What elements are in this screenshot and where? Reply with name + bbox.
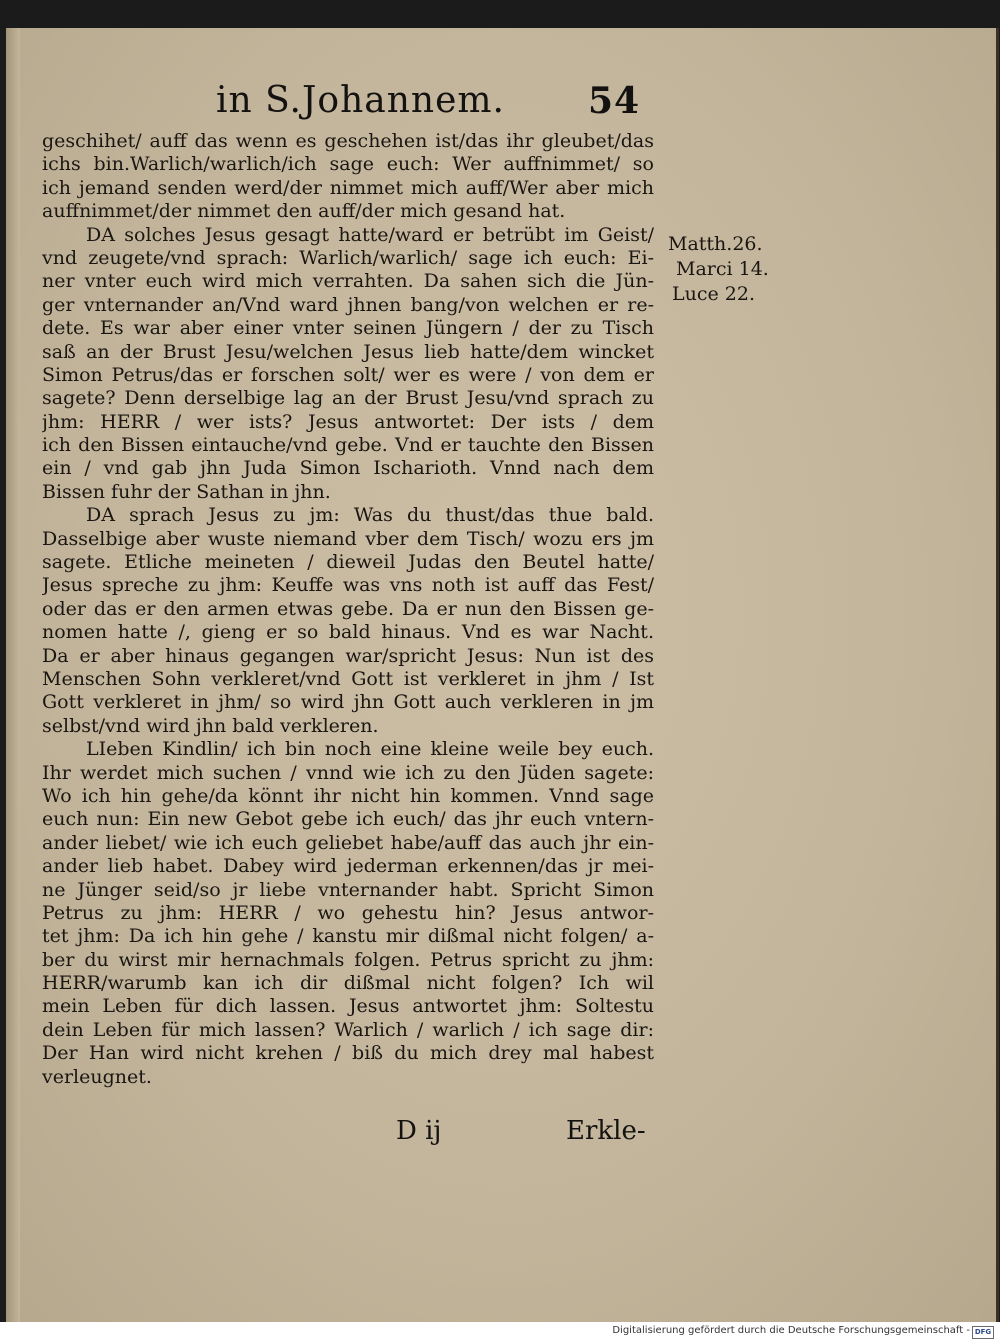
text-line: verleugnet. bbox=[42, 1065, 152, 1088]
text-line: dein Leben für mich lassen? Warlich / warlich / ich sage dir: bbox=[42, 1018, 654, 1041]
text-line: ander lieb habet. Dabey wird jederman erkennen/das jr mei- bbox=[42, 855, 654, 878]
catchword: Erkle- bbox=[566, 1116, 646, 1146]
text-line: mein Leben für dich lassen. Jesus antwortet jhm: Soltestu bbox=[42, 995, 654, 1018]
page-number: 54 bbox=[588, 80, 641, 122]
text-line: euch nun: Ein new Gebot gebe ich euch/ das jhr euch vntern- bbox=[42, 808, 654, 831]
text-line: Wo ich hin gehe/da könnt ihr nicht hin kommen. Vnnd sage bbox=[42, 784, 654, 807]
text-line: ich jemand senden werd/der nimmet mich auff/Wer aber mich bbox=[42, 176, 654, 199]
text-line: Menschen Sohn verkleret/vnd Gott ist verkleret in jhm / Ist bbox=[42, 667, 654, 690]
running-head-title: in S.Johannem. bbox=[216, 80, 505, 121]
text-line: DA solches Jesus gesagt hatte/ward er betrübt im Geist/ bbox=[86, 223, 654, 246]
text-line: Petrus zu jhm: HERR / wo gehestu hin? Jesus antwor- bbox=[42, 901, 654, 924]
text-line: oder das er den armen etwas gebe. Da er nun den Bissen ge- bbox=[42, 597, 654, 620]
dfg-logo-icon: DFG bbox=[972, 1326, 994, 1339]
text-line: auffnimmet/der nimmet den auff/der mich gesand hat. bbox=[42, 200, 566, 223]
text-line: Bissen fuhr der Sathan in jhn. bbox=[42, 480, 331, 503]
text-line: sagete. Etliche meineten / dieweil Judas den Beutel hatte/ bbox=[42, 551, 654, 574]
body-text bbox=[42, 130, 654, 1089]
text-line: sagete? Denn derselbige lag an der Brust Jesu/vnd sprach zu bbox=[42, 387, 654, 410]
text-line: Der Han wird nicht krehen / biß du mich drey mal habest bbox=[42, 1042, 654, 1065]
text-line: vnd zeugete/vnd sprach: Warlich/warlich/ sage ich euch: Ei- bbox=[42, 246, 654, 269]
text-line: geschihet/ auff das wenn es geschehen ist/das ihr gleubet/das bbox=[42, 130, 654, 152]
text-line: LIeben Kindlin/ ich bin noch eine kleine weile bey euch. bbox=[86, 738, 654, 761]
marginal-notes bbox=[668, 232, 798, 307]
text-line: selbst/vnd wird jhn bald verkleren. bbox=[42, 714, 379, 737]
text-line: Simon Petrus/das er forschen solt/ wer es were / von dem er bbox=[42, 363, 654, 386]
text-line: Jesus spreche zu jhm: Keuffe was vns noth ist auff das Fest/ bbox=[42, 574, 654, 597]
text-line: ber du wirst mir hernachmals folgen. Petrus spricht zu jhm: bbox=[42, 948, 654, 971]
marginal-note: Luce 22. bbox=[672, 283, 755, 305]
marginal-note: Matth.26. bbox=[668, 233, 763, 255]
page-gutter-shadow bbox=[6, 28, 20, 1322]
text-line: Dasselbige aber wuste niemand vber dem Tisch/ wozu ers jm bbox=[42, 527, 654, 550]
text-line: saß an der Brust Jesu/welchen Jesus lieb hatte/dem wincket bbox=[42, 340, 654, 363]
text-line: ger vnternander an/Vnd ward jhnen bang/von welchen er re- bbox=[42, 293, 654, 316]
text-line: jhm: HERR / wer ists? Jesus antwortet: Der ists / dem bbox=[42, 410, 654, 433]
text-line: Ihr werdet mich suchen / vnnd wie ich zu den Jüden sagete: bbox=[42, 761, 654, 784]
marginal-note: Marci 14. bbox=[676, 258, 769, 280]
signature-mark: D ij bbox=[396, 1116, 442, 1146]
text-line: Da er aber hinaus gegangen war/spricht Jesus: Nun ist des bbox=[42, 644, 654, 667]
funding-credit: Digitalisierung gefördert durch die Deutsche Forschungsgemeinschaft - bbox=[612, 1325, 970, 1336]
text-line: nomen hatte /, gieng er so bald hinaus. Vnd es war Nacht. bbox=[42, 621, 654, 644]
text-line: ich den Bissen eintauche/vnd gebe. Vnd er tauchte den Bissen bbox=[42, 434, 654, 457]
text-line: ein / vnd gab jhn Juda Simon Ischarioth. Vnnd nach dem bbox=[42, 457, 654, 480]
text-line: ichs bin.Warlich/warlich/ich sage euch: Wer auffnimmet/ so bbox=[42, 153, 654, 176]
text-line: tet jhm: Da ich hin gehe / kanstu mir dißmal nicht folgen/ a- bbox=[42, 925, 654, 948]
text-line: ner vnter euch wird mich verrahten. Da sahen sich die Jün- bbox=[42, 270, 654, 293]
text-line: ander liebet/ wie ich euch geliebet habe/auff das auch jhr ein- bbox=[42, 831, 654, 854]
text-line: DA sprach Jesus zu jm: Was du thust/das thue bald. bbox=[86, 504, 654, 527]
text-line: Gott verkleret in jhm/ so wird jhn Gott auch verkleren in jm bbox=[42, 691, 654, 714]
text-line: HERR/warumb kan ich dir dißmal nicht folgen? Ich wil bbox=[42, 972, 654, 995]
text-line: ne Jünger seid/so jr liebe vnternander habt. Spricht Simon bbox=[42, 878, 654, 901]
text-line: dete. Es war aber einer vnter seinen Jüngern / der zu Tisch bbox=[42, 317, 654, 340]
